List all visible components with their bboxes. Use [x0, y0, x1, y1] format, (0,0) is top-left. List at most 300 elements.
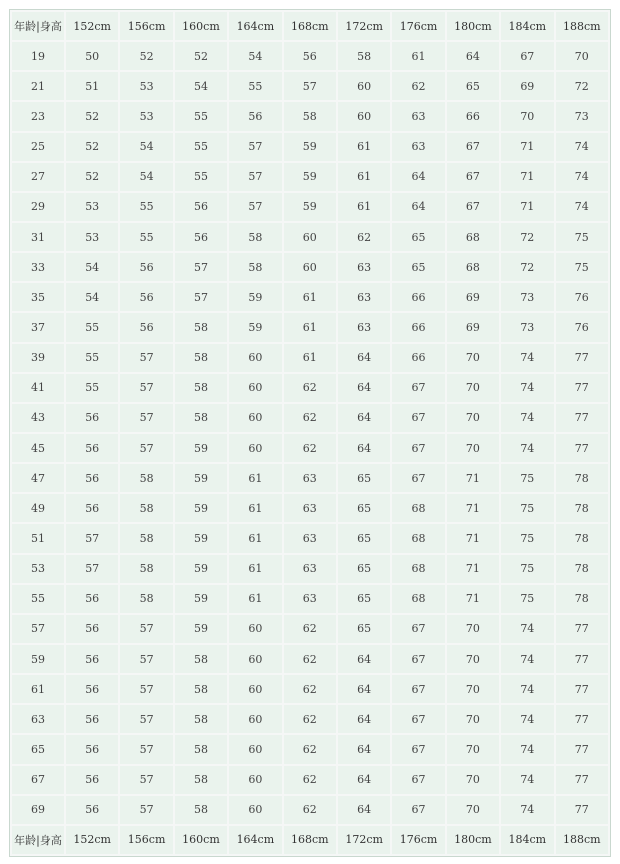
- weight-cell: 64: [338, 735, 390, 763]
- weight-cell: 55: [175, 163, 227, 191]
- weight-cell: 64: [392, 193, 444, 221]
- age-cell: 43: [12, 404, 64, 432]
- weight-cell: 58: [229, 223, 281, 251]
- weight-cell: 77: [556, 615, 608, 643]
- weight-cell: 54: [66, 253, 118, 281]
- weight-cell: 78: [556, 555, 608, 583]
- table-row: [12, 193, 608, 221]
- weight-cell: 60: [284, 253, 336, 281]
- weight-cell: 65: [392, 223, 444, 251]
- table-row: [12, 313, 608, 341]
- weight-cell: 57: [120, 705, 172, 733]
- table-row: [12, 42, 608, 70]
- weight-cell: 58: [175, 374, 227, 402]
- header-row: [12, 12, 608, 40]
- weight-cell: 56: [66, 705, 118, 733]
- weight-cell: 67: [392, 796, 444, 824]
- weight-cell: 77: [556, 705, 608, 733]
- height-header-cell: 168cm: [284, 826, 336, 854]
- weight-cell: 77: [556, 434, 608, 462]
- age-cell: 19: [12, 42, 64, 70]
- weight-cell: 50: [66, 42, 118, 70]
- age-cell: 21: [12, 72, 64, 100]
- weight-cell: 71: [447, 524, 499, 552]
- weight-cell: 70: [556, 42, 608, 70]
- weight-cell: 60: [229, 675, 281, 703]
- weight-cell: 60: [229, 766, 281, 794]
- age-cell: 57: [12, 615, 64, 643]
- height-header-cell: 168cm: [284, 12, 336, 40]
- table-row: [12, 766, 608, 794]
- weight-cell: 74: [556, 163, 608, 191]
- weight-cell: 67: [392, 705, 444, 733]
- table-row: [12, 645, 608, 673]
- footer-row: [12, 826, 608, 854]
- weight-cell: 78: [556, 585, 608, 613]
- weight-cell: 56: [229, 102, 281, 130]
- age-cell: 41: [12, 374, 64, 402]
- weight-cell: 64: [338, 344, 390, 372]
- weight-cell: 57: [175, 253, 227, 281]
- weight-cell: 56: [66, 766, 118, 794]
- weight-cell: 58: [120, 585, 172, 613]
- weight-cell: 70: [501, 102, 553, 130]
- weight-cell: 57: [120, 675, 172, 703]
- weight-cell: 74: [501, 344, 553, 372]
- age-cell: 37: [12, 313, 64, 341]
- weight-cell: 52: [120, 42, 172, 70]
- weight-cell: 56: [120, 253, 172, 281]
- weight-cell: 65: [338, 494, 390, 522]
- age-cell: 55: [12, 585, 64, 613]
- height-header-cell: 160cm: [175, 826, 227, 854]
- weight-cell: 74: [501, 675, 553, 703]
- weight-cell: 59: [175, 434, 227, 462]
- weight-cell: 70: [447, 675, 499, 703]
- weight-cell: 64: [338, 374, 390, 402]
- age-cell: 25: [12, 133, 64, 161]
- weight-cell: 62: [284, 404, 336, 432]
- weight-cell: 65: [338, 555, 390, 583]
- weight-cell: 60: [229, 344, 281, 372]
- weight-cell: 59: [175, 464, 227, 492]
- height-header-cell: 176cm: [392, 826, 444, 854]
- weight-cell: 53: [66, 223, 118, 251]
- weight-cell: 60: [284, 223, 336, 251]
- table-row: [12, 705, 608, 733]
- table-row: [12, 283, 608, 311]
- weight-cell: 62: [284, 374, 336, 402]
- weight-cell: 57: [229, 133, 281, 161]
- weight-cell: 55: [229, 72, 281, 100]
- weight-cell: 74: [556, 133, 608, 161]
- weight-cell: 68: [392, 555, 444, 583]
- weight-cell: 61: [229, 494, 281, 522]
- weight-cell: 58: [175, 645, 227, 673]
- weight-cell: 61: [392, 42, 444, 70]
- table-row: [12, 223, 608, 251]
- weight-cell: 59: [284, 133, 336, 161]
- age-cell: 39: [12, 344, 64, 372]
- weight-cell: 52: [66, 102, 118, 130]
- weight-cell: 56: [66, 645, 118, 673]
- weight-cell: 60: [229, 615, 281, 643]
- weight-cell: 73: [501, 283, 553, 311]
- height-header-cell: 188cm: [556, 826, 608, 854]
- weight-cell: 58: [175, 796, 227, 824]
- weight-cell: 74: [501, 796, 553, 824]
- weight-cell: 70: [447, 374, 499, 402]
- weight-cell: 56: [66, 585, 118, 613]
- weight-cell: 59: [175, 524, 227, 552]
- weight-cell: 60: [229, 434, 281, 462]
- weight-cell: 56: [66, 404, 118, 432]
- weight-cell: 54: [229, 42, 281, 70]
- weight-cell: 64: [338, 404, 390, 432]
- weight-cell: 67: [392, 374, 444, 402]
- weight-cell: 76: [556, 283, 608, 311]
- table-row: [12, 344, 608, 372]
- weight-cell: 57: [120, 645, 172, 673]
- weight-cell: 58: [175, 344, 227, 372]
- weight-cell: 67: [392, 464, 444, 492]
- weight-cell: 71: [447, 464, 499, 492]
- weight-cell: 56: [284, 42, 336, 70]
- age-cell: 27: [12, 163, 64, 191]
- weight-cell: 62: [284, 434, 336, 462]
- table-row: [12, 163, 608, 191]
- weight-cell: 70: [447, 645, 499, 673]
- weight-cell: 69: [501, 72, 553, 100]
- weight-cell: 65: [392, 253, 444, 281]
- weight-cell: 77: [556, 344, 608, 372]
- weight-cell: 70: [447, 766, 499, 794]
- weight-cell: 57: [120, 374, 172, 402]
- age-cell: 53: [12, 555, 64, 583]
- weight-cell: 60: [229, 404, 281, 432]
- weight-cell: 71: [447, 494, 499, 522]
- weight-cell: 60: [338, 72, 390, 100]
- table-row: [12, 434, 608, 462]
- weight-cell: 61: [338, 193, 390, 221]
- weight-cell: 53: [66, 193, 118, 221]
- weight-cell: 58: [120, 464, 172, 492]
- weight-cell: 74: [501, 434, 553, 462]
- weight-cell: 56: [66, 434, 118, 462]
- weight-cell: 60: [338, 102, 390, 130]
- table-row: [12, 615, 608, 643]
- table-row: [12, 464, 608, 492]
- weight-cell: 74: [501, 705, 553, 733]
- weight-cell: 70: [447, 344, 499, 372]
- weight-cell: 77: [556, 735, 608, 763]
- weight-cell: 75: [501, 464, 553, 492]
- weight-cell: 62: [284, 675, 336, 703]
- weight-cell: 68: [392, 524, 444, 552]
- height-header-cell: 172cm: [338, 826, 390, 854]
- weight-cell: 62: [284, 705, 336, 733]
- weight-cell: 78: [556, 524, 608, 552]
- weight-cell: 57: [229, 163, 281, 191]
- weight-cell: 59: [229, 283, 281, 311]
- weight-cell: 60: [229, 735, 281, 763]
- weight-cell: 65: [338, 585, 390, 613]
- weight-cell: 67: [447, 163, 499, 191]
- table-row: [12, 72, 608, 100]
- height-header-cell: 156cm: [120, 12, 172, 40]
- weight-cell: 69: [447, 313, 499, 341]
- weight-cell: 59: [284, 163, 336, 191]
- weight-cell: 58: [120, 524, 172, 552]
- age-cell: 69: [12, 796, 64, 824]
- table-row: [12, 494, 608, 522]
- weight-cell: 72: [556, 72, 608, 100]
- weight-cell: 59: [175, 585, 227, 613]
- weight-cell: 54: [66, 283, 118, 311]
- weight-cell: 72: [501, 223, 553, 251]
- table-row: [12, 735, 608, 763]
- weight-cell: 58: [175, 735, 227, 763]
- weight-cell: 69: [447, 283, 499, 311]
- weight-cell: 59: [284, 193, 336, 221]
- weight-cell: 57: [120, 796, 172, 824]
- weight-cell: 61: [284, 283, 336, 311]
- weight-cell: 57: [120, 434, 172, 462]
- weight-cell: 64: [338, 766, 390, 794]
- weight-cell: 71: [447, 555, 499, 583]
- weight-cell: 71: [501, 133, 553, 161]
- weight-cell: 63: [284, 494, 336, 522]
- weight-cell: 66: [392, 344, 444, 372]
- weight-cell: 60: [229, 796, 281, 824]
- table-row: [12, 133, 608, 161]
- age-cell: 23: [12, 102, 64, 130]
- age-cell: 67: [12, 766, 64, 794]
- weight-cell: 74: [501, 404, 553, 432]
- weight-cell: 57: [229, 193, 281, 221]
- age-cell: 51: [12, 524, 64, 552]
- height-header-cell: 180cm: [447, 12, 499, 40]
- table-row: [12, 404, 608, 432]
- weight-cell: 58: [338, 42, 390, 70]
- weight-cell: 59: [175, 494, 227, 522]
- table-row: [12, 253, 608, 281]
- weight-cell: 59: [229, 313, 281, 341]
- weight-cell: 64: [338, 434, 390, 462]
- height-header-cell: 164cm: [229, 12, 281, 40]
- weight-cell: 70: [447, 705, 499, 733]
- weight-cell: 74: [501, 374, 553, 402]
- weight-cell: 75: [501, 524, 553, 552]
- table-row: [12, 585, 608, 613]
- weight-cell: 59: [175, 555, 227, 583]
- weight-cell: 74: [556, 193, 608, 221]
- weight-cell: 56: [120, 313, 172, 341]
- weight-cell: 77: [556, 404, 608, 432]
- weight-cell: 70: [447, 434, 499, 462]
- weight-cell: 64: [338, 705, 390, 733]
- weight-cell: 70: [447, 615, 499, 643]
- age-cell: 63: [12, 705, 64, 733]
- weight-cell: 58: [175, 675, 227, 703]
- weight-cell: 77: [556, 675, 608, 703]
- weight-cell: 60: [229, 645, 281, 673]
- weight-cell: 56: [66, 796, 118, 824]
- weight-cell: 61: [229, 555, 281, 583]
- weight-cell: 66: [392, 313, 444, 341]
- weight-cell: 57: [120, 404, 172, 432]
- age-cell: 35: [12, 283, 64, 311]
- weight-cell: 53: [120, 72, 172, 100]
- weight-cell: 70: [447, 735, 499, 763]
- weight-cell: 64: [392, 163, 444, 191]
- table-row: [12, 675, 608, 703]
- weight-cell: 62: [284, 645, 336, 673]
- weight-cell: 65: [447, 72, 499, 100]
- weight-cell: 54: [120, 163, 172, 191]
- weight-cell: 63: [284, 555, 336, 583]
- weight-cell: 75: [501, 494, 553, 522]
- table-body: [12, 12, 608, 854]
- weight-cell: 57: [120, 615, 172, 643]
- weight-cell: 75: [556, 253, 608, 281]
- weight-cell: 55: [66, 344, 118, 372]
- weight-cell: 56: [175, 193, 227, 221]
- weight-cell: 55: [120, 193, 172, 221]
- table-row: [12, 555, 608, 583]
- weight-cell: 58: [175, 404, 227, 432]
- weight-cell: 60: [229, 374, 281, 402]
- weight-cell: 64: [338, 675, 390, 703]
- weight-cell: 68: [447, 253, 499, 281]
- table-row: [12, 524, 608, 552]
- weight-cell: 77: [556, 645, 608, 673]
- weight-cell: 63: [284, 464, 336, 492]
- weight-cell: 59: [175, 615, 227, 643]
- weight-cell: 58: [120, 494, 172, 522]
- age-cell: 29: [12, 193, 64, 221]
- weight-cell: 61: [338, 133, 390, 161]
- weight-cell: 62: [284, 766, 336, 794]
- weight-cell: 74: [501, 615, 553, 643]
- weight-cell: 57: [66, 555, 118, 583]
- weight-cell: 75: [501, 585, 553, 613]
- height-header-cell: 180cm: [447, 826, 499, 854]
- weight-cell: 62: [338, 223, 390, 251]
- weight-cell: 75: [501, 555, 553, 583]
- weight-cell: 58: [175, 766, 227, 794]
- weight-cell: 58: [175, 313, 227, 341]
- height-header-cell: 152cm: [66, 826, 118, 854]
- height-header-cell: 184cm: [501, 12, 553, 40]
- age-cell: 45: [12, 434, 64, 462]
- corner-cell: 年龄|身高: [12, 12, 64, 40]
- weight-cell: 67: [447, 133, 499, 161]
- weight-cell: 78: [556, 494, 608, 522]
- weight-cell: 58: [229, 253, 281, 281]
- height-header-cell: 172cm: [338, 12, 390, 40]
- weight-cell: 61: [229, 464, 281, 492]
- age-cell: 59: [12, 645, 64, 673]
- weight-cell: 61: [229, 524, 281, 552]
- height-header-cell: 160cm: [175, 12, 227, 40]
- height-header-cell: 156cm: [120, 826, 172, 854]
- weight-cell: 77: [556, 766, 608, 794]
- weight-cell: 55: [66, 313, 118, 341]
- weight-cell: 67: [392, 434, 444, 462]
- weight-cell: 56: [66, 735, 118, 763]
- weight-cell: 71: [447, 585, 499, 613]
- weight-cell: 76: [556, 313, 608, 341]
- weight-cell: 55: [175, 133, 227, 161]
- table-row: [12, 374, 608, 402]
- weight-cell: 65: [338, 524, 390, 552]
- weight-cell: 55: [120, 223, 172, 251]
- weight-cell: 56: [120, 283, 172, 311]
- height-header-cell: 152cm: [66, 12, 118, 40]
- weight-cell: 61: [284, 313, 336, 341]
- weight-cell: 62: [284, 615, 336, 643]
- weight-table: [10, 10, 610, 856]
- weight-cell: 56: [66, 615, 118, 643]
- weight-cell: 67: [501, 42, 553, 70]
- height-header-cell: 184cm: [501, 826, 553, 854]
- weight-cell: 71: [501, 193, 553, 221]
- height-header-cell: 164cm: [229, 826, 281, 854]
- weight-cell: 67: [447, 193, 499, 221]
- weight-cell: 61: [338, 163, 390, 191]
- weight-cell: 58: [284, 102, 336, 130]
- weight-cell: 63: [392, 102, 444, 130]
- weight-cell: 54: [175, 72, 227, 100]
- weight-cell: 61: [284, 344, 336, 372]
- weight-cell: 54: [120, 133, 172, 161]
- weight-cell: 74: [501, 766, 553, 794]
- weight-cell: 68: [392, 494, 444, 522]
- weight-cell: 62: [392, 72, 444, 100]
- table-row: [12, 102, 608, 130]
- weight-cell: 65: [338, 464, 390, 492]
- age-cell: 61: [12, 675, 64, 703]
- weight-cell: 68: [392, 585, 444, 613]
- weight-cell: 57: [66, 524, 118, 552]
- weight-cell: 68: [447, 223, 499, 251]
- weight-cell: 61: [229, 585, 281, 613]
- weight-cell: 57: [284, 72, 336, 100]
- weight-cell: 73: [501, 313, 553, 341]
- weight-cell: 55: [175, 102, 227, 130]
- height-header-cell: 188cm: [556, 12, 608, 40]
- weight-cell: 57: [120, 735, 172, 763]
- weight-cell: 63: [284, 585, 336, 613]
- weight-cell: 57: [120, 766, 172, 794]
- weight-cell: 63: [284, 524, 336, 552]
- weight-cell: 56: [175, 223, 227, 251]
- weight-cell: 52: [66, 133, 118, 161]
- weight-cell: 64: [338, 796, 390, 824]
- weight-cell: 73: [556, 102, 608, 130]
- age-cell: 49: [12, 494, 64, 522]
- weight-cell: 70: [447, 404, 499, 432]
- weight-cell: 52: [66, 163, 118, 191]
- weight-cell: 74: [501, 735, 553, 763]
- age-cell: 47: [12, 464, 64, 492]
- weight-cell: 65: [338, 615, 390, 643]
- height-header-cell: 176cm: [392, 12, 444, 40]
- age-cell: 33: [12, 253, 64, 281]
- weight-cell: 52: [175, 42, 227, 70]
- age-cell: 65: [12, 735, 64, 763]
